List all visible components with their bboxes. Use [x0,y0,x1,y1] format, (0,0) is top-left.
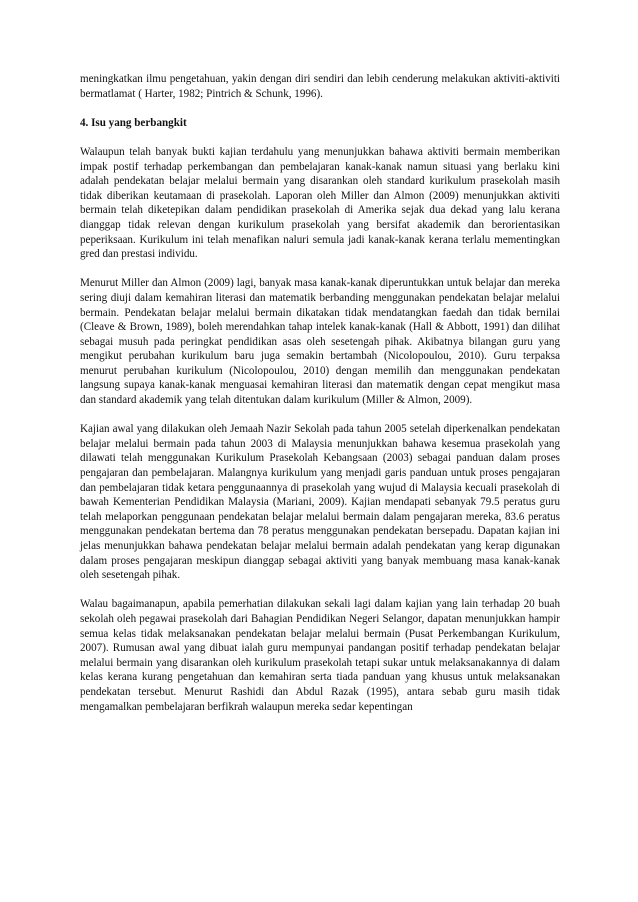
paragraph-2: Menurut Miller dan Almon (2009) lagi, banyak masa kanak-kanak diperuntukkan untuk belajar dan mereka sering diuji dalam kemahiran literasi dan matematik berbanding menggunakan pendekatan belajar melalui bermain. Pendekatan belajar melalui bermain dikatakan tidak mendatangkan faedah dan tidak bernilai (Cleave & Brown, 1989), boleh merendahkan tahap intelek kanak-kanak (Hall & Abbott, 1991) dan dilihat sebagai musuh pada peringkat pendidikan asas oleh sesetengah pihak. Akibatnya bilangan guru yang mengikut perubahan kurikulum baru juga semakin bertambah (Nicolopoulou, 2010). Guru terpaksa menurut perubahan kurikulum (Nicolopoulou, 2010) dengan memilih dan menggunakan pendekatan langsung supaya kanak-kanak menguasai kemahiran literasi dan matematik dengan cepat mengikut masa dan standard akademik yang telah ditentukan dalam kurikulum (Miller & Almon, 2009). [80,277,560,407]
section-heading: 4. Isu yang berbangkit [80,116,187,129]
paragraph-1: Walaupun telah banyak bukti kajian terdahulu yang menunjukkan bahawa aktiviti bermain memberikan impak postif terhadap perkembangan dan pembelajaran kanak-kanak namun situasi yang berlaku kini adalah pendekatan belajar melalui bermain yang disarankan oleh standard kurikulum prasekolah masih tidak diberikan keutamaan di prasekolah. Laporan oleh Miller dan Almon (2009) menunjukkan aktiviti bermain telah diketepikan dalam pendidikan prasekolah di Amerika sejak dua dekad yang lalu kerana dianggap tidak relevan dengan kurikulum prasekolah yang bersifat akademik dan berorientasikan peperiksaan. Kurikulum ini telah menafikan naluri semula jadi kanak-kanak kerana terlalu mementingkan gred dan prestasi individu. [80,145,560,261]
paragraph-intro: meningkatkan ilmu pengetahuan, yakin dengan diri sendiri dan lebih cenderung melakukan aktiviti-aktiviti bermatlamat ( Harter, 1982; Pintrich & Schunk, 1996). [80,73,560,100]
paragraph-3: Kajian awal yang dilakukan oleh Jemaah Nazir Sekolah pada tahun 2005 setelah diperkenalkan pendekatan belajar melalui bermain pada tahun 2003 di Malaysia menunjukkan bahawa kesemua prasekolah yang dilawati telah menggunakan Kurikulum Prasekolah Kebangsaan (2003) sebagai panduan dalam proses pengajaran dan pembelajaran. Malangnya kurikulum yang menjadi garis panduan untuk proses pengajaran dan pembelajaran tidak ketara penggunaannya di prasekolah yang wujud di Malaysia kecuali prasekolah di bawah Kementerian Pendidikan Malaysia (Mariani, 2009). Kajian mendapati sebanyak 79.5 peratus guru telah melaporkan penggunaan pendekatan belajar melalui bermain dalam pengajaran mereka, 83.6 peratus menggunakan pendekatan bertema dan 78 peratus menggunakan pendekatan bersepadu. Dapatan kajian ini jelas menunjukkan bahawa pendekatan belajar melalui bermain adalah pendekatan yang kerap digunakan dalam proses pengajaran meskipun dianggap sebagai aktiviti yang banyak membuang masa kanak-kanak oleh sesetengah pihak. [80,423,560,582]
document-page [80,72,560,729]
paragraph-4: Walau bagaimanapun, apabila pemerhatian dilakukan sekali lagi dalam kajian yang lain terhadap 20 buah sekolah oleh pegawai prasekolah dari Bahagian Pendidikan Negeri Selangor, dapatan menunjukkan hampir semua kelas tidak melaksanakan pendekatan belajar melalui bermain (Pusat Perkembangan Kurikulum, 2007). Rumusan awal yang dibuat ialah guru mempunyai pandangan positif terhadap pendekatan belajar melalui bermain yang disarankan oleh kurikulum prasekolah tetapi sukar untuk melaksanakannya di dalam kelas kerana kurang pengetahuan dan kemahiran serta tiada panduan yang khusus untuk melaksanakan pendekatan tersebut. Menurut Rashidi dan Abdul Razak (1995), antara sebab guru masih tidak mengamalkan pembelajaran berfikrah walaupun mereka sedar kepentingan [80,598,560,713]
